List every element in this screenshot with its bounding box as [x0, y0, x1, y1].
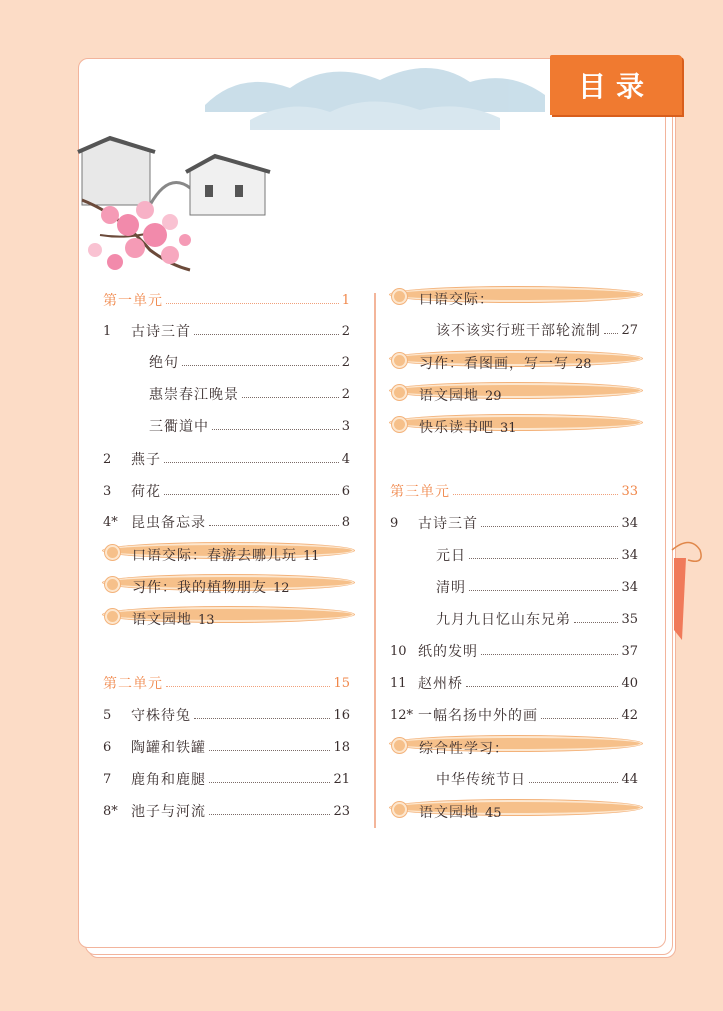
dot-leader — [242, 397, 339, 398]
toc-entry[interactable] — [103, 448, 350, 470]
page-number: 4 — [341, 451, 350, 467]
entry-title: 荷花 — [131, 484, 161, 500]
page-number: 45 — [485, 806, 502, 821]
page-number: 34 — [621, 579, 638, 595]
lesson-number: 3 — [103, 483, 112, 499]
dot-leader — [194, 334, 339, 335]
toc-entry[interactable] — [390, 512, 638, 534]
dot-leader — [469, 590, 618, 591]
toc-entry[interactable] — [390, 736, 642, 757]
page-number: 40 — [621, 675, 638, 691]
toc-entry[interactable] — [390, 351, 642, 372]
entry-title: 清明 — [436, 580, 466, 596]
bullet-icon — [392, 738, 407, 753]
toc-entry[interactable] — [436, 576, 638, 598]
page-number: 1 — [341, 292, 350, 308]
page-number: 35 — [621, 611, 638, 627]
entry-title: 一幅名扬中外的画 — [418, 708, 538, 724]
entry-title: 习作：看图画，写一写 — [419, 356, 569, 372]
dot-leader — [194, 718, 330, 719]
dot-leader — [166, 686, 330, 687]
page-number: 37 — [621, 643, 638, 659]
toc-entry[interactable] — [103, 575, 354, 596]
houses-illustration — [78, 138, 270, 215]
toc-entry[interactable] — [103, 768, 350, 790]
dot-leader — [541, 718, 618, 719]
page-number: 2 — [341, 354, 350, 370]
toc-entry[interactable] — [390, 383, 642, 404]
dot-leader — [209, 525, 339, 526]
toc-entry[interactable] — [103, 800, 350, 822]
entry-title: 鹿角和鹿腿 — [131, 772, 206, 788]
page-number: 11 — [303, 549, 320, 564]
entry-title: 九月九日忆山东兄弟 — [436, 612, 571, 628]
dot-leader — [453, 494, 618, 495]
entry-title: 燕子 — [131, 452, 161, 468]
page-number: 13 — [198, 613, 215, 628]
dot-leader — [574, 622, 618, 623]
dot-leader — [481, 526, 618, 527]
toc-entry[interactable] — [103, 704, 350, 726]
bookmark-tassel — [660, 540, 710, 650]
page-number: 42 — [621, 707, 638, 723]
dot-leader — [209, 782, 330, 783]
toc-entry[interactable] — [390, 287, 642, 308]
entry-title: 池子与河流 — [131, 804, 206, 820]
entry-title: 陶罐和铁罐 — [131, 740, 206, 756]
entry-title: 古诗三首 — [418, 516, 478, 532]
toc-entry[interactable] — [390, 672, 638, 694]
entry-title: 守株待兔 — [131, 708, 191, 724]
entry-title: 惠崇春江晚景 — [149, 387, 239, 403]
toc-entry[interactable] — [103, 607, 354, 628]
lesson-number: 2 — [103, 451, 112, 467]
lesson-number: 11 — [390, 675, 407, 691]
page-number: 2 — [341, 386, 350, 402]
toc-entry[interactable] — [149, 351, 350, 373]
dot-leader — [182, 365, 339, 366]
toc-entry[interactable] — [149, 383, 350, 405]
lesson-number: 9 — [390, 515, 399, 531]
toc-entry[interactable] — [103, 736, 350, 758]
toc-entry[interactable] — [436, 544, 638, 566]
plum-blossom-illustration — [82, 200, 191, 270]
entry-title: 第一单元 — [103, 293, 163, 309]
page-number: 15 — [333, 675, 350, 691]
dot-leader — [469, 558, 618, 559]
bullet-icon — [105, 577, 120, 592]
entry-title: 古诗三首 — [131, 324, 191, 340]
page-number: 31 — [500, 421, 517, 436]
toc-entry[interactable] — [149, 415, 350, 437]
entry-title: 绝句 — [149, 355, 179, 371]
page-number: 28 — [575, 357, 592, 372]
dot-leader — [164, 494, 339, 495]
toc-entry[interactable] — [103, 320, 350, 342]
lesson-number: 1 — [103, 323, 112, 339]
toc-entry[interactable] — [436, 319, 638, 341]
entry-title: 综合性学习： — [419, 741, 509, 757]
page-number: 44 — [621, 771, 638, 787]
entry-title: 语文园地 — [419, 388, 479, 404]
lesson-number: 10 — [390, 643, 407, 659]
toc-entry[interactable] — [103, 511, 350, 533]
toc-entry[interactable] — [103, 480, 350, 502]
lesson-number: 4* — [103, 514, 118, 530]
lesson-number: 5 — [103, 707, 112, 723]
lesson-number: 7 — [103, 771, 112, 787]
toc-entry[interactable] — [436, 608, 638, 630]
page-number: 21 — [333, 771, 350, 787]
page-number: 12 — [273, 581, 290, 596]
page-number: 16 — [333, 707, 350, 723]
toc-entry[interactable] — [390, 800, 642, 821]
entry-title: 语文园地 — [132, 612, 192, 628]
bullet-icon — [392, 802, 407, 817]
bullet-icon — [392, 385, 407, 400]
page-number: 18 — [333, 739, 350, 755]
entry-title: 元日 — [436, 548, 466, 564]
dot-leader — [212, 429, 339, 430]
dot-leader — [466, 686, 618, 687]
toc-title: 目录 — [550, 55, 682, 115]
entry-title: 赵州桥 — [418, 676, 463, 692]
toc-entry[interactable] — [436, 768, 638, 790]
lesson-number: 6 — [103, 739, 112, 755]
entry-title: 口语交际：春游去哪儿玩 — [132, 548, 297, 564]
unit-heading[interactable] — [390, 480, 638, 502]
page-number: 23 — [333, 803, 350, 819]
page-number: 34 — [621, 515, 638, 531]
dot-leader — [164, 462, 339, 463]
dot-leader — [481, 654, 618, 655]
dot-leader — [209, 814, 330, 815]
bullet-icon — [105, 609, 120, 624]
entry-title: 纸的发明 — [418, 644, 478, 660]
unit-heading[interactable] — [103, 289, 350, 311]
page-number: 8 — [341, 514, 350, 530]
entry-title: 语文园地 — [419, 805, 479, 821]
entry-title: 中华传统节日 — [436, 772, 526, 788]
lesson-number: 12* — [390, 707, 414, 723]
entry-title: 三衢道中 — [149, 419, 209, 435]
bullet-icon — [105, 545, 120, 560]
entry-title: 该不该实行班干部轮流制 — [436, 323, 601, 339]
dot-leader — [166, 303, 339, 304]
page-number: 3 — [341, 418, 350, 434]
bullet-icon — [392, 289, 407, 304]
toc-entry[interactable] — [103, 543, 354, 564]
unit-heading[interactable] — [103, 672, 350, 694]
page-number: 27 — [621, 322, 638, 338]
entry-title: 昆虫备忘录 — [131, 515, 206, 531]
page-number: 29 — [485, 389, 502, 404]
lesson-number: 8* — [103, 803, 118, 819]
entry-title: 第二单元 — [103, 676, 163, 692]
entry-title: 习作：我的植物朋友 — [132, 580, 267, 596]
page-number: 2 — [341, 323, 350, 339]
page-number: 33 — [621, 483, 638, 499]
bullet-icon — [392, 353, 407, 368]
landscape-illustration — [0, 0, 723, 300]
toc-entry[interactable] — [390, 415, 642, 436]
dot-leader — [604, 333, 618, 334]
toc-entry[interactable] — [390, 704, 638, 726]
toc-entry[interactable] — [390, 640, 638, 662]
page-number: 34 — [621, 547, 638, 563]
column-divider — [374, 293, 376, 828]
bullet-icon — [392, 417, 407, 432]
dot-leader — [209, 750, 330, 751]
entry-title: 第三单元 — [390, 484, 450, 500]
entry-title: 快乐读书吧 — [419, 420, 494, 436]
dot-leader — [529, 782, 618, 783]
page-number: 6 — [341, 483, 350, 499]
entry-title: 口语交际： — [419, 292, 494, 308]
